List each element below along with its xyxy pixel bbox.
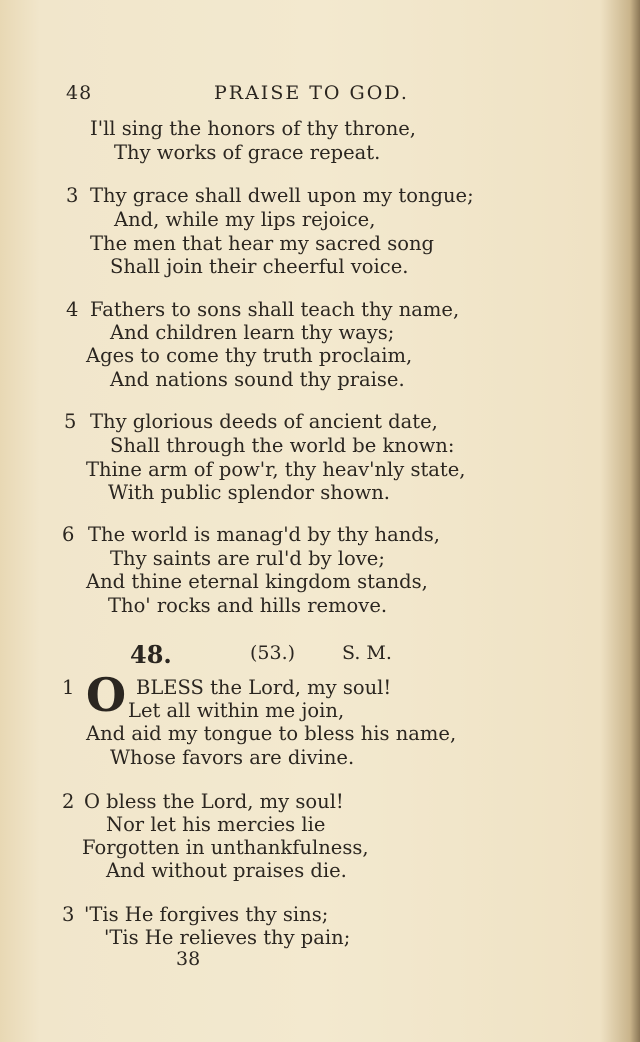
verse-line: Shall join their cheerful voice. bbox=[110, 255, 409, 278]
verse-line: Thy saints are rul'd by love; bbox=[110, 547, 385, 570]
verse-line: Let all within me join, bbox=[128, 699, 345, 722]
verse-line: The men that hear my sacred song bbox=[90, 232, 434, 255]
verse-line: The world is manag'd by thy hands, bbox=[88, 523, 440, 546]
verse-line: I'll sing the honors of thy throne, bbox=[90, 117, 416, 140]
hymn-reference: (53.) bbox=[250, 642, 296, 664]
verse-line: 'Tis He forgives thy sins; bbox=[84, 903, 329, 926]
hymn-meter: S. M. bbox=[342, 642, 392, 664]
verse-line: And without praises die. bbox=[106, 859, 347, 882]
verse-line: O bless the Lord, my soul! bbox=[84, 790, 344, 813]
stanza-number: 2 bbox=[62, 790, 75, 813]
verse-line: Thy works of grace repeat. bbox=[114, 141, 381, 164]
verse-line: BLESS the Lord, my soul! bbox=[136, 676, 392, 699]
verse-line: Thy grace shall dwell upon my tongue; bbox=[90, 184, 474, 207]
stanza-number: 3 bbox=[62, 903, 75, 926]
page-number: 48 bbox=[66, 82, 93, 104]
running-title: PRAISE TO GOD. bbox=[214, 82, 409, 104]
verse-line: And nations sound thy praise. bbox=[110, 368, 405, 391]
verse-line: Thy glorious deeds of ancient date, bbox=[90, 410, 438, 433]
stanza-number: 1 bbox=[62, 676, 75, 699]
verse-line: With public splendor shown. bbox=[108, 481, 390, 504]
verse-line: And aid my tongue to bless his name, bbox=[86, 722, 457, 745]
verse-line: Whose favors are divine. bbox=[110, 746, 355, 769]
verse-line: And children learn thy ways; bbox=[110, 321, 395, 344]
stanza-number: 3 bbox=[66, 184, 79, 207]
verse-line: 'Tis He relieves thy pain; bbox=[104, 926, 351, 949]
verse-line: Thine arm of pow'r, thy heav'nly state, bbox=[86, 458, 466, 481]
hymn-heading bbox=[130, 640, 430, 670]
hymn-number: 48. bbox=[130, 640, 172, 669]
verse-line: Forgotten in unthankfulness, bbox=[82, 836, 369, 859]
verse-line: Nor let his mercies lie bbox=[106, 813, 326, 836]
verse-line: Tho' rocks and hills remove. bbox=[108, 594, 388, 617]
stanza-number: 6 bbox=[62, 523, 75, 546]
verse-line: And thine eternal kingdom stands, bbox=[86, 570, 428, 593]
stanza-number: 4 bbox=[66, 298, 79, 321]
verse-line: Ages to come thy truth proclaim, bbox=[86, 344, 413, 367]
signature-number: 38 bbox=[176, 948, 201, 970]
page-header bbox=[66, 82, 486, 112]
drop-cap: O bbox=[86, 668, 127, 722]
verse-line: And, while my lips rejoice, bbox=[114, 208, 376, 231]
verse-line: Shall through the world be known: bbox=[110, 434, 455, 457]
stanza-number: 5 bbox=[64, 410, 77, 433]
verse-line: Fathers to sons shall teach thy name, bbox=[90, 298, 460, 321]
